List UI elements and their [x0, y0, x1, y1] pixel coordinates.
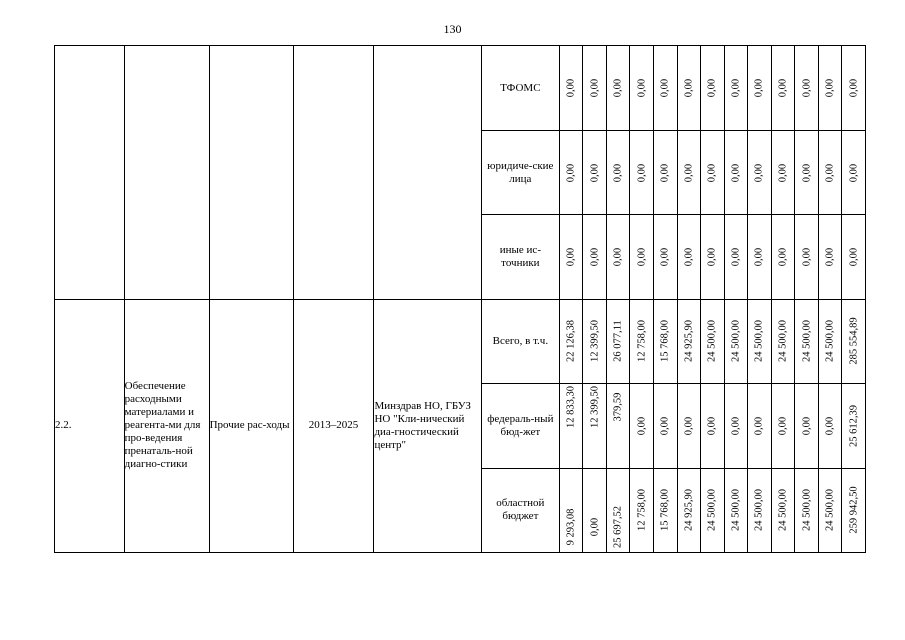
empty-cell: [55, 46, 125, 300]
value-cell: 0,00: [724, 131, 748, 215]
value-cell: 0,00: [795, 131, 819, 215]
source-label: Всего, в т.ч.: [481, 299, 559, 383]
table-row: [55, 299, 866, 383]
value-cell: 0,00: [795, 215, 819, 299]
value-cell: 24 500,00: [771, 468, 795, 552]
value-cell: 0,00: [748, 131, 772, 215]
value-cell: 24 500,00: [724, 468, 748, 552]
value-cell: 0,00: [630, 383, 654, 468]
expense-type: Прочие рас-ходы: [209, 299, 293, 553]
source-label: ТФОМС: [481, 46, 559, 131]
value-cell: 0,00: [701, 383, 725, 468]
value-cell: 0,00: [653, 383, 677, 468]
value-cell: 0,00: [653, 131, 677, 215]
value-cell: 0,00: [630, 131, 654, 215]
value-cell: 24 500,00: [818, 299, 842, 383]
source-label: юридиче-ские лица: [481, 131, 559, 215]
value-cell: 379,59: [606, 383, 630, 468]
value-cell: 12 758,00: [630, 468, 654, 552]
value-cell: 0,00: [583, 131, 607, 215]
value-cell: 0,00: [842, 46, 866, 131]
value-cell: 0,00: [724, 46, 748, 131]
value-cell: 24 500,00: [724, 299, 748, 383]
empty-cell: [209, 46, 293, 300]
value-cell: 0,00: [701, 46, 725, 131]
value-cell: 24 500,00: [795, 468, 819, 552]
value-cell: 259 942,50: [842, 468, 866, 552]
value-cell: 24 500,00: [701, 468, 725, 552]
value-cell: 25 612,39: [842, 383, 866, 468]
value-cell: 24 500,00: [795, 299, 819, 383]
empty-cell: [293, 46, 374, 300]
value-cell: 0,00: [842, 131, 866, 215]
value-cell: 0,00: [559, 131, 583, 215]
value-cell: 0,00: [771, 46, 795, 131]
value-cell: 0,00: [677, 46, 701, 131]
value-cell: 0,00: [842, 215, 866, 299]
upper-block: [55, 46, 866, 300]
value-cell: 25 697,52: [606, 468, 630, 552]
value-cell: 24 500,00: [748, 299, 772, 383]
value-cell: 15 768,00: [653, 299, 677, 383]
value-cell: 0,00: [748, 215, 772, 299]
value-cell: 0,00: [559, 215, 583, 299]
item-2-2-block: [55, 299, 866, 553]
value-cell: 24 925,90: [677, 299, 701, 383]
value-cell: 15 768,00: [653, 468, 677, 552]
source-label: иные ис-точники: [481, 215, 559, 299]
value-cell: 0,00: [701, 131, 725, 215]
value-cell: 0,00: [795, 46, 819, 131]
value-cell: 0,00: [818, 215, 842, 299]
source-label: областной бюджет: [481, 468, 559, 552]
value-cell: 12 399,50: [583, 383, 607, 468]
value-cell: 12 758,00: [630, 299, 654, 383]
value-cell: 0,00: [818, 383, 842, 468]
value-cell: 22 126,38: [559, 299, 583, 383]
period: 2013–2025: [293, 299, 374, 553]
value-cell: 0,00: [559, 46, 583, 131]
value-cell: 0,00: [653, 215, 677, 299]
page-number: 130: [443, 22, 462, 36]
empty-cell: [124, 46, 209, 300]
value-cell: 0,00: [606, 131, 630, 215]
value-cell: 0,00: [630, 215, 654, 299]
value-cell: 0,00: [771, 215, 795, 299]
source-label: федераль-ный бюд-жет: [481, 383, 559, 468]
value-cell: 0,00: [748, 383, 772, 468]
value-cell: 0,00: [795, 383, 819, 468]
empty-cell: [374, 46, 482, 300]
executor: Минздрав НО, ГБУЗ НО "Кли-нический диа-гностический центр": [374, 299, 482, 553]
value-cell: 0,00: [724, 383, 748, 468]
value-cell: 0,00: [677, 131, 701, 215]
value-cell: 0,00: [818, 131, 842, 215]
value-cell: 24 500,00: [701, 299, 725, 383]
value-cell: 24 500,00: [818, 468, 842, 552]
table-row: [55, 46, 866, 131]
value-cell: 0,00: [583, 46, 607, 131]
value-cell: 0,00: [771, 383, 795, 468]
value-cell: 0,00: [653, 46, 677, 131]
value-cell: 12 833,30: [559, 383, 583, 468]
item-name: Обеспечение расходными материалами и реагента-ми для про-ведения пренаталь-ной диагно-стики: [124, 299, 209, 553]
value-cell: 0,00: [818, 46, 842, 131]
value-cell: 285 554,89: [842, 299, 866, 383]
value-cell: 24 500,00: [771, 299, 795, 383]
value-cell: 0,00: [583, 468, 607, 552]
value-cell: 0,00: [606, 46, 630, 131]
value-cell: 24 925,90: [677, 468, 701, 552]
value-cell: 0,00: [630, 46, 654, 131]
value-cell: 9 293,08: [559, 468, 583, 552]
value-cell: 0,00: [701, 215, 725, 299]
value-cell: 0,00: [748, 46, 772, 131]
item-number: 2.2.: [55, 299, 125, 553]
value-cell: 0,00: [583, 215, 607, 299]
value-cell: 0,00: [724, 215, 748, 299]
value-cell: 24 500,00: [748, 468, 772, 552]
value-cell: 26 077,11: [606, 299, 630, 383]
value-cell: 0,00: [771, 131, 795, 215]
funding-table: [54, 45, 866, 553]
value-cell: 0,00: [606, 215, 630, 299]
value-cell: 12 399,50: [583, 299, 607, 383]
value-cell: 0,00: [677, 383, 701, 468]
value-cell: 0,00: [677, 215, 701, 299]
